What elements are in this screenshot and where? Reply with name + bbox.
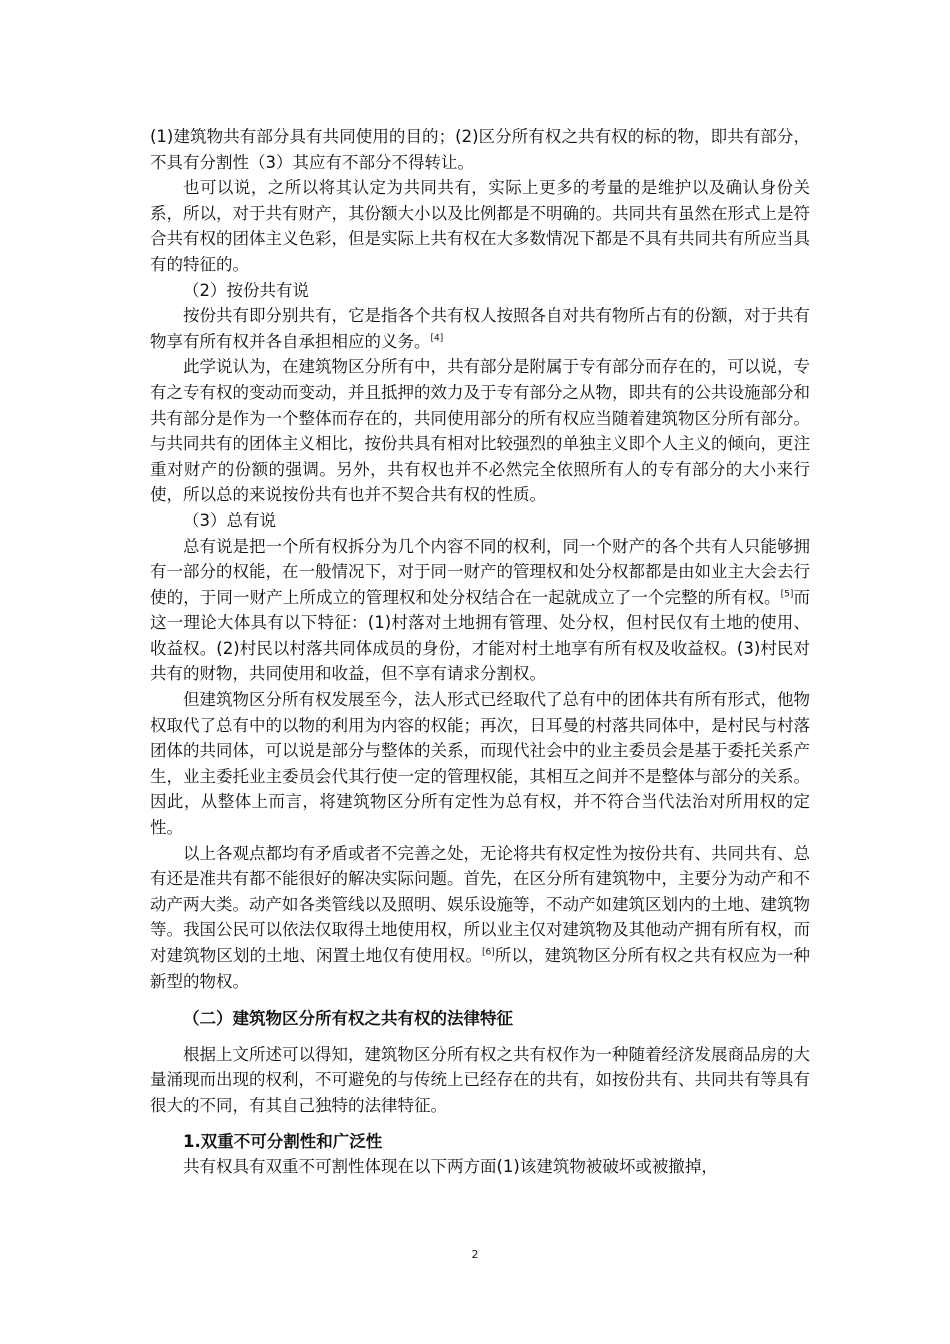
heading-total-ownership-theory: （3）总有说: [183, 510, 276, 530]
citation-6: [6]: [481, 947, 495, 958]
paragraph-text: 以上各观点都均有矛盾或者不完善之处，无论将共有权定性为按份共有、共同共有、总有还是准共有都不能很好的解决实际问题。首先，在区分所有建筑物中，主要分为动产和不动产两大类。动产如各类管线以及照明、娱乐设施等，不动产如建筑区划内的土地、建筑物等。我国公民可以依法仅取得土地使用权，所以业主仅对建筑物及其他动产拥有所有权，而对建筑物区划的土地、闲置土地仅有使用权。: [150, 843, 810, 965]
paragraph-text: 而这一理论大体具有以下特征：(1)村落对土地拥有管理、处分权，但村民仅有土地的使用、收益权。(2)村民以村落共同体成员的身份，才能对村土地享有所有权及收益权。(3)村民对共有的财物，共同使用和收益，但不享有请求分割权。: [150, 587, 811, 684]
paragraph-joint-ownership-analysis: 也可以说，之所以将其认定为共同共有，实际上更多的考量的是维护以及确认身份关系，所以，对于共有财产，其份额大小以及比例都是不明确的。共同共有虽然在形式上是符合共有权的团体主义色彩，但是实际上共有权在大多数情况下都是不具有共同共有所应当具有的特征的。: [150, 178, 810, 274]
citation-5: [5]: [780, 589, 794, 600]
paragraph-text: 按份共有即分别共有，它是指各个共有权人按照各自对共有物所占有的份额，对于共有物享有所有权并各自承担相应的义务。: [150, 306, 810, 351]
paragraph-legal-features-intro: 根据上文所述可以得知，建筑物区分所有权之共有权作为一种随着经济发展商品房的大量涌现而出现的权利，不可避免的与传统上已经存在的共有，如按份共有、共同共有等具有很大的不同，有其自己独特的法律特征。: [150, 1044, 810, 1115]
paragraph-text: 总有说是把一个所有权拆分为几个内容不同的权利，同一个财产的各个共有人只能够拥有一部分的权能，在一般情况下，对于同一财产的管理权和处分权都都是由如业主大会去行使的，于同一财产上所成立的管理权和处分权结合在一起就成立了一个完整的所有权。: [150, 536, 810, 607]
paragraph-share-ownership-analysis: 此学说认为，在建筑物区分所有中，共有部分是附属于专有部分而存在的，可以说，专有之专有权的变动而变动，并且抵押的效力及于专有部分之从物，即共有的公共设施部分和共有部分是作为一个整体而存在的，共同使用部分的所有权应当随着建筑物区分所有部分。与共同共有的团体主义相比，按份共具有相对比较强烈的单独主义即个人主义的倾向，更注重对财产的份额的强调。另外，共有权也并不必然完全依照所有人的专有部分的大小来行使，所以总的来说按份共有也并不契合共有权的性质。: [150, 357, 810, 505]
paragraph-joint-ownership-features: (1)建筑物共有部分具有共同使用的目的；(2)区分所有权之共有权的标的物，即共有部分，不具有分割性（3）其应有不部分不得转让。: [150, 127, 810, 172]
paragraph-new-property-right: [150, 841, 810, 995]
heading-share-ownership-theory: （2）按份共有说: [183, 280, 309, 300]
paragraph-total-ownership-definition: [150, 534, 810, 688]
page-number: 2: [471, 1248, 479, 1261]
citation-4: [4]: [430, 333, 444, 344]
section-heading-legal-features: （二）建筑物区分所有权之共有权的法律特征: [183, 1009, 513, 1029]
paragraph-indivisibility: 共有权具有双重不可割性体现在以下两方面(1)该建筑物被破坏或被撤掉，: [183, 1157, 718, 1177]
subsection-heading-indivisibility: 1.双重不可分割性和广泛性: [183, 1131, 383, 1151]
paragraph-text: 所以，建筑物区分所有权之共有权应为一种新型的物权。: [150, 946, 811, 991]
paragraph-share-ownership-definition: [150, 303, 810, 354]
paragraph-total-ownership-critique: 但建筑物区分所有权发展至今，法人形式已经取代了总有中的团体共有所有形式，他物权取代了总有中的以物的利用为内容的权能；再次，日耳曼的村落共同体中，是村民与村落团体的共同体，可以说是部分与整体的关系，而现代社会中的业主委员会是基于委托关系产生，业主委托业主委员会代其行使一定的管理权能，其相互之间并不是整体与部分的关系。因此，从整体上而言，将建筑物区分所有定性为总有权，并不符合当代法治对所用权的定性。: [150, 690, 810, 838]
